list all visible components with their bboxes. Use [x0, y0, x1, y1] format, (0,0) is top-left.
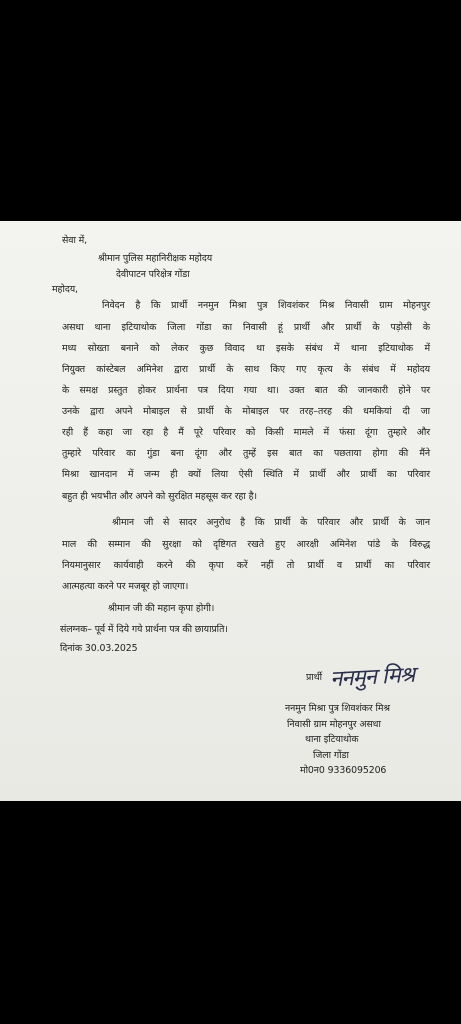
letter-page: [0, 221, 461, 801]
request-line: माल की सम्मान की सुरक्षा को दृष्टिगत रखते हुए आरक्षी अमिनेश पांडे के विरुद्ध: [62, 539, 430, 550]
handwritten-signature: ननमुन मिश्र: [329, 662, 415, 693]
salutation: सेवा में,: [62, 235, 88, 246]
body-line: बहुत ही भयभीत और अपने को सुरक्षित महसूस कर रहा है।: [62, 491, 257, 502]
date-line: [60, 643, 138, 655]
request-line: आत्महत्या करने पर मजबूर हो जाएगा।: [62, 581, 189, 592]
addressee-region: देवीपाटन परिक्षेत्र गोंडा: [116, 269, 190, 280]
body-line: असधा थाना इटियाथोक जिला गोंडा का निवासी हूं प्रार्थी और प्रार्थी के पड़ोसी के: [62, 322, 430, 333]
sender-district: जिला गोंडा: [313, 750, 349, 761]
sender-village: निवासी ग्राम मोहनपुर असधा: [287, 719, 381, 730]
closing-line: श्रीमान जी की महान कृपा होगी।: [108, 603, 215, 614]
sender-name: ननमुन मिश्रा पुत्र शिवशंकर मिश्र: [285, 703, 390, 714]
body-line: मिश्रा खानदान में जन्म ही क्यों लिया ऐसी स्थिति में प्रार्थी और प्रार्थी का परिवार: [62, 469, 430, 480]
greeting: महोदय,: [52, 284, 78, 295]
enclosure-line: संलग्नक– पूर्व में दिये गये प्रार्थना पत्र की छायाप्रति।: [60, 624, 228, 635]
addressee-title: श्रीमान पुलिस महानिरीक्षक महोदय: [98, 253, 213, 264]
body-line: तुम्हारे परिवार का गुंडा बना दूंगा और तुम्हें इस बात का पछताया होगा की मैंने: [62, 448, 430, 459]
body-line: रही हैं कहा जा रहा है मैं पूरे परिवार को किसी मामले में फंसा दूंगा तुम्हारे और: [62, 427, 430, 438]
body-line: नियुक्त कांस्टेबल अमिनेश द्वारा प्रार्थी के साथ किए गए कृत्य के संबंध में महोदय: [62, 364, 430, 375]
applicant-label: प्रार्थी: [306, 672, 322, 683]
request-line: नियमानुसार कार्यवाही करने की कृपा करें नहीं तो प्रार्थी व प्रार्थी का परिवार: [62, 560, 430, 571]
date-value: 30.03.2025: [84, 643, 138, 654]
request-line: श्रीमान जी से सादर अनुरोध है कि प्रार्थी के परिवार और प्रार्थी के जान: [112, 517, 430, 528]
sender-mobile: मो0न0 9336095206: [300, 765, 387, 776]
date-label: दिनांक: [60, 643, 82, 654]
body-line: के समक्ष प्रस्तुत होकर प्रार्थना पत्र दिया गया था। उक्त बात की जानकारी होने पर: [62, 385, 430, 396]
body-line: उनके द्वारा अपने मोबाइल से प्रार्थी के मोबाइल पर तरह–तरह की धमकियां दी जा: [62, 406, 430, 417]
body-line: मध्य सोख्ता बनाने को लेकर कुछ विवाद था इसके संबंध में थाना इटियाथोक में: [62, 343, 430, 354]
body-line: निवेदन है कि प्रार्थी ननमुन मिश्रा पुत्र शिवशंकर मिश्र निवासी ग्राम मोहनपुर: [102, 300, 430, 311]
sender-police-station: थाना इटियाथोक: [305, 734, 359, 745]
